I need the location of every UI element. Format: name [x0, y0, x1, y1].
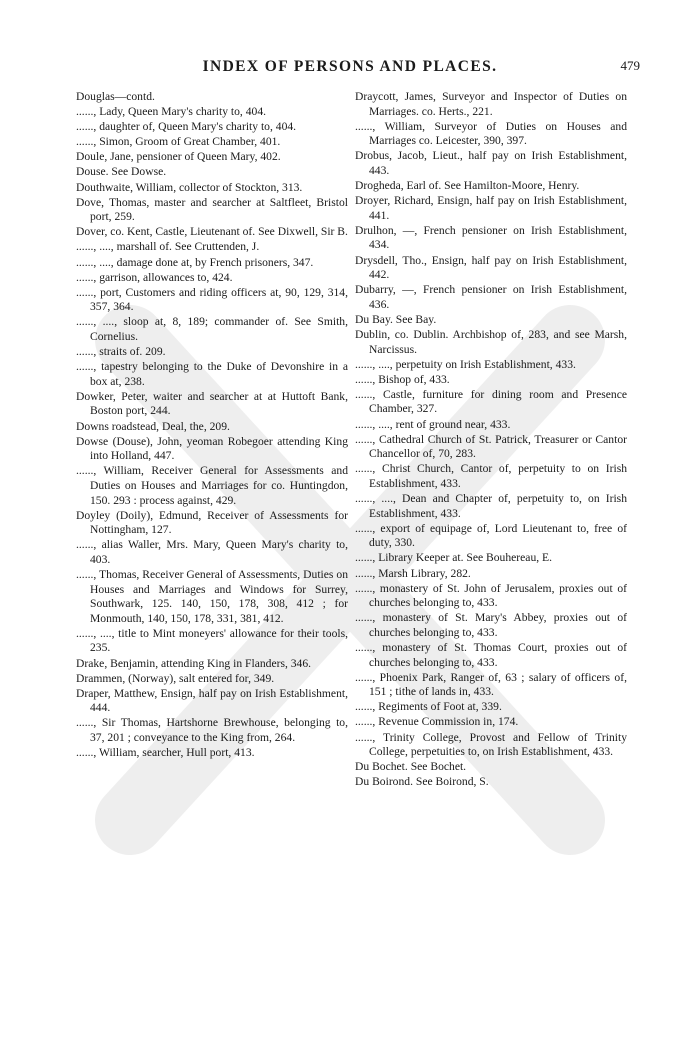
index-entry: ......, export of equipage of, Lord Lieutenant to, free of duty, 330. [355, 521, 627, 550]
index-entry: Douglas—contd. [76, 90, 155, 103]
index-entry: ......, Sir Thomas, Hartshorne Brewhouse, belonging to, 37, 201 ; conveyance to the King from, 264. [76, 716, 348, 745]
index-entry: Drulhon, —, French pensioner on Irish Establishment, 434. [355, 223, 627, 252]
index-entry: ......, Simon, Groom of Great Chamber, 401. [76, 135, 281, 149]
index-entry: Doule, Jane, pensioner of Queen Mary, 402. [76, 150, 281, 164]
index-entry: Drobus, Jacob, Lieut., half pay on Irish Establishment, 443. [355, 149, 627, 177]
index-entry: ......, Christ Church, Cantor of, perpetuity to on Irish Establishment, 433. [355, 462, 627, 490]
index-entry: ......, alias Waller, Mrs. Mary, Queen Mary's charity to, 403. [76, 538, 348, 566]
index-entry: Dowker, Peter, waiter and searcher at at Huttoft Bank, Boston port, 244. [76, 389, 348, 418]
index-entry: Dubarry, —, French pensioner on Irish Establishment, 436. [355, 283, 627, 311]
page-number: 479 [620, 58, 640, 73]
index-entry: ......, Thomas, Receiver General of Assessments, Duties on Houses and Marriages and Windows for Surrey, Southwark, 125. 140, 150, 178, 308, 412 ; for Monmouth, 140, 150, 178, 331, 381, 412. [76, 568, 348, 625]
index-column-right [355, 90, 627, 790]
index-entry: Dover, co. Kent, Castle, Lieutenant of. See Dixwell, Sir B. [76, 225, 348, 239]
index-entry: ......, ...., perpetuity on Irish Establishment, 433. [355, 357, 576, 371]
index-entry: ......, ...., sloop at, 8, 189; commander of. See Smith, Cornelius. [76, 315, 348, 343]
index-entry: ......, William, searcher, Hull port, 413. [76, 746, 255, 760]
index-entry: ......, ...., rent of ground near, 433. [355, 417, 511, 431]
index-entry: ......, tapestry belonging to the Duke of Devonshire in a box at, 238. [76, 360, 348, 388]
index-entry: ......, monastery of St. John of Jerusalem, proxies out of churches belonging to, 433. [355, 581, 627, 610]
index-entry: Droyer, Richard, Ensign, half pay on Irish Establishment, 441. [355, 194, 627, 222]
index-entry: ......, Trinity College, Provost and Fellow of Trinity College, perpetuities to, on Irish Establishment, 433. [355, 730, 627, 759]
index-entry: ......, William, Receiver General for Assessments and Duties on Houses and Marriages for co. Huntingdon, 150. 293 : process against, 429. [76, 464, 348, 507]
index-entry: ......, Lady, Queen Mary's charity to, 404. [76, 105, 267, 119]
index-entry: Douse. See Dowse. [76, 165, 167, 179]
index-entry: Douthwaite, William, collector of Stockton, 313. [76, 180, 303, 194]
index-entry: ......, William, Surveyor of Duties on Houses and Marriages co. Leicester, 390, 397. [355, 119, 627, 148]
index-entry: ......, Revenue Commission in, 174. [355, 715, 519, 729]
index-entry: ......, monastery of St. Thomas Court, proxies out of churches belonging to, 433. [355, 640, 627, 669]
index-entry: Downs roadstead, Deal, the, 209. [76, 419, 230, 433]
index-entry: Du Bay. See Bay. [355, 312, 437, 326]
index-entry: ......, Cathedral Church of St. Patrick, Treasurer or Cantor Chancellor of, 70, 283. [355, 432, 627, 461]
index-entry: Dove, Thomas, master and searcher at Saltfleet, Bristol port, 259. [76, 195, 348, 224]
index-entry: Draper, Matthew, Ensign, half pay on Irish Establishment, 444. [76, 686, 348, 715]
index-column-left [76, 90, 348, 761]
index-entry: ......, ...., Dean and Chapter of, perpetuity to, on Irish Establishment, 433. [355, 492, 627, 520]
index-entry: Drammen, (Norway), salt entered for, 349. [76, 671, 275, 685]
index-entry: Du Boirond. See Boirond, S. [355, 775, 489, 789]
index-entry: ......, ...., damage done at, by French prisoners, 347. [76, 255, 314, 269]
index-entry: Drake, Benjamin, attending King in Flanders, 346. [76, 656, 312, 670]
running-title: INDEX OF PERSONS AND PLACES. [202, 58, 498, 75]
index-entry: ......, Marsh Library, 282. [355, 566, 471, 580]
index-entry: ......, Regiments of Foot at, 339. [355, 700, 502, 714]
index-entry: Doyley (Doily), Edmund, Receiver of Assessments for Nottingham, 127. [76, 508, 348, 537]
index-entry: ......, Library Keeper at. See Bouhereau, E. [355, 551, 553, 565]
index-entry: ......, Bishop of, 433. [355, 372, 450, 386]
index-entry: ......, monastery of St. Mary's Abbey, proxies out of churches belonging to, 433. [355, 611, 627, 639]
index-entry: Draycott, James, Surveyor and Inspector of Duties on Marriages. co. Herts., 221. [355, 90, 627, 118]
page-header [60, 58, 640, 80]
index-entry: ......, straits of. 209. [76, 345, 166, 359]
index-entry: Dowse (Douse), John, yeoman Robegoer attending King into Holland, 447. [76, 434, 348, 463]
index-entry: ......, Phoenix Park, Ranger of, 63 ; salary of officers of, 151 ; tithe of lands in, 433. [355, 670, 627, 699]
index-entry: Drogheda, Earl of. See Hamilton-Moore, Henry. [355, 179, 580, 193]
index-entry: ......, port, Customers and riding officers at, 90, 129, 314, 357, 364. [76, 285, 348, 314]
index-entry: ......, ...., marshall of. See Cruttenden, J. [76, 240, 260, 254]
index-entry: ......, Castle, furniture for dining room and Presence Chamber, 327. [355, 387, 627, 416]
index-entry: Drysdell, Tho., Ensign, half pay on Irish Establishment, 442. [355, 253, 627, 282]
index-entry: Dublin, co. Dublin. Archbishop of, 283, and see Marsh, Narcissus. [355, 328, 627, 356]
index-entry: Du Bochet. See Bochet. [355, 760, 467, 774]
index-entry: ......, ...., title to Mint moneyers' allowance for their tools, 235. [76, 626, 348, 655]
index-entry: ......, daughter of, Queen Mary's charity to, 404. [76, 120, 297, 134]
index-entry: ......, garrison, allowances to, 424. [76, 270, 233, 284]
